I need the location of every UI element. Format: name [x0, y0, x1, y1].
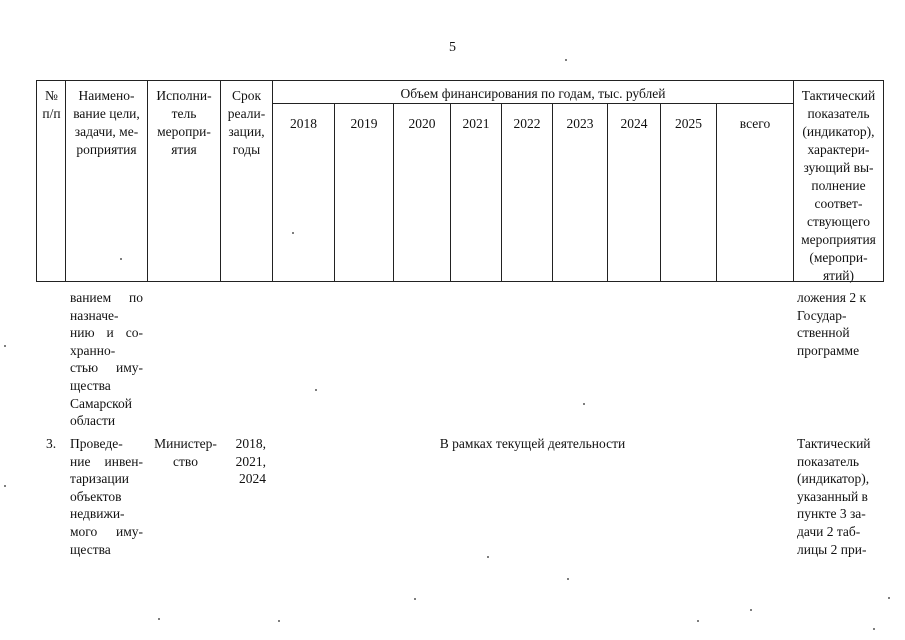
column-divider — [65, 81, 66, 281]
name-line: назначе- — [70, 307, 119, 323]
name-line: нию и со- — [70, 325, 143, 341]
continuation-name — [70, 289, 143, 430]
header-num: № п/п — [42, 88, 61, 121]
continuation-indicator — [797, 289, 882, 359]
row3-indicator — [797, 435, 887, 558]
term-line: 2021, — [235, 453, 266, 469]
row3-number: 3. — [46, 436, 57, 451]
column-divider — [147, 81, 148, 281]
indicator-line: указанный в — [797, 488, 868, 504]
year-total: всего — [739, 116, 771, 131]
header-executor: Исполни-тель меропри-ятия — [156, 88, 212, 157]
indicator-line: Тактический — [797, 436, 871, 451]
indicator-line: ственной — [797, 325, 850, 341]
name-line: щества — [70, 541, 111, 557]
year-2021: 2021 — [462, 116, 490, 131]
executor-line: Министер- — [154, 436, 217, 451]
page-number: 5 — [449, 40, 456, 55]
name-line: недвижи- — [70, 506, 125, 522]
indicator-line: (индикатор), — [797, 471, 870, 487]
year-2024: 2024 — [620, 116, 648, 131]
indicator-line: программе — [797, 342, 860, 358]
column-divider — [793, 81, 794, 281]
name-line: объектов — [70, 488, 122, 504]
indicator-line: пункте 3 за- — [797, 506, 866, 522]
row3-term — [224, 435, 266, 488]
indicator-line: лицы 2 при- — [797, 541, 867, 557]
indicator-line: ложения 2 к — [797, 290, 867, 305]
year-2022: 2022 — [513, 116, 541, 131]
column-divider — [220, 81, 221, 281]
executor-line: ство — [173, 453, 198, 469]
name-line: области — [70, 413, 116, 429]
name-line: мого иму- — [70, 523, 143, 539]
year-2019: 2019 — [350, 116, 378, 131]
term-line: 2018, — [235, 436, 266, 451]
header-name: Наимено-вание цели, задачи, ме-роприятия — [73, 88, 140, 157]
row3-executor — [148, 435, 223, 470]
name-line: стью иму- — [70, 360, 143, 376]
header-indicator: Тактический показатель (индикатор), характери-зующий вы-полнение соответ-ствующего мероприятия (меропри-ятий) — [801, 88, 876, 283]
name-line: Самарской — [70, 395, 133, 411]
year-2025: 2025 — [675, 116, 702, 131]
name-line: ние инвен- — [70, 453, 143, 469]
indicator-line: показатель — [797, 453, 860, 469]
name-line: ванием по — [70, 290, 143, 305]
indicator-line: Государ- — [797, 307, 847, 323]
row3-funding: В рамках текущей деятельности — [439, 436, 626, 451]
funding-divider — [272, 103, 793, 104]
header-term: Срок реали-зации, годы — [227, 88, 266, 157]
indicator-line: дачи 2 таб- — [797, 523, 861, 539]
year-2020: 2020 — [408, 116, 436, 131]
column-divider — [272, 81, 273, 281]
name-line: Проведе- — [70, 436, 123, 451]
name-line: щества — [70, 377, 111, 393]
year-2023: 2023 — [566, 116, 594, 131]
header-funding: Объем финансирования по годам, тыс. рублей — [400, 86, 666, 101]
term-line: 2024 — [239, 471, 266, 487]
name-line: таризации — [70, 471, 130, 487]
name-line: хранно- — [70, 342, 116, 358]
year-2018: 2018 — [290, 116, 317, 131]
row3-name — [70, 435, 143, 558]
table-header — [36, 80, 884, 282]
